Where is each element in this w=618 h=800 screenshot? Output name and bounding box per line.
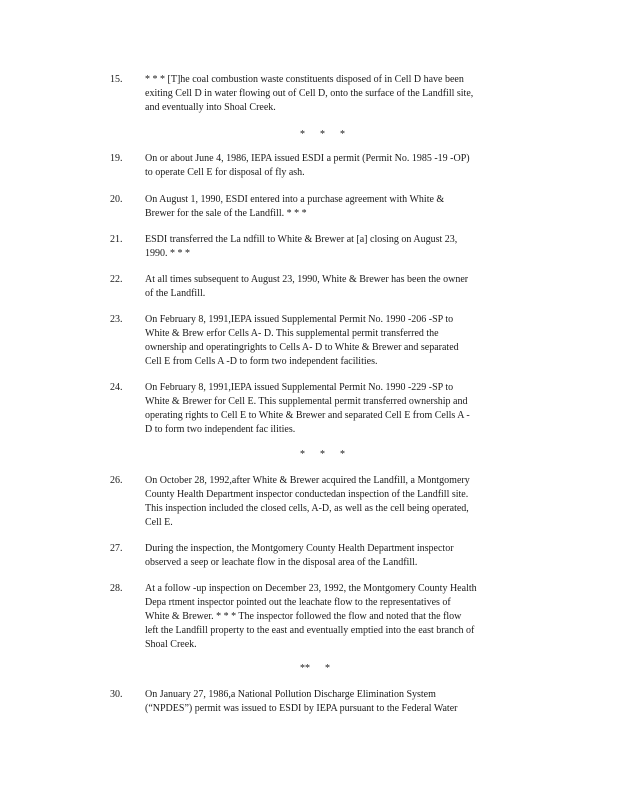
text-line: observed a seep or leachate flow in the disposal area of the Landfill.: [145, 557, 418, 568]
paragraph-text: [145, 474, 545, 530]
paragraph-text: [145, 381, 545, 437]
paragraph-number: 23.: [110, 314, 123, 325]
paragraph-number: 20.: [110, 194, 123, 205]
paragraph-23: [110, 313, 550, 369]
paragraph-22: [110, 273, 550, 301]
text-line: and eventually into Shoal Creek.: [145, 102, 276, 113]
text-line: of the Landfill.: [145, 288, 206, 299]
paragraph-text: [145, 582, 545, 652]
paragraph-text: [145, 152, 545, 180]
text-line: At all times subsequent to August 23, 1990, White & Brewer has been the owner: [145, 274, 469, 285]
paragraph-number: 22.: [110, 274, 123, 285]
text-line: Cell E from Cells A -D to form two independent facilities.: [145, 356, 378, 367]
paragraph-number: 26.: [110, 475, 123, 486]
ellipsis-separator: * * *: [300, 129, 345, 140]
ellipsis-separator: ** *: [300, 663, 330, 674]
paragraph-text: [145, 233, 545, 261]
text-line: White & Brewer. * * * The inspector followed the flow and noted that the flow: [145, 611, 462, 622]
text-line: (“NPDES”) permit was issued to ESDI by IEPA pursuant to the Federal Water: [145, 703, 458, 714]
text-line: On February 8, 1991,IEPA issued Supplemental Permit No. 1990 -206 -SP to: [145, 314, 454, 325]
paragraph-21: [110, 233, 550, 261]
paragraph-number: 24.: [110, 382, 123, 393]
paragraph-28: [110, 582, 550, 652]
text-line: exiting Cell D in water flowing out of Cell D, onto the surface of the Landfill site,: [145, 88, 474, 99]
text-line: operating rights to Cell E to White & Brewer and separated Cell E from Cells A -: [145, 410, 470, 421]
text-line: White & Brew erfor Cells A- D. This supplemental permit transferred the: [145, 328, 439, 339]
paragraph-text: [145, 193, 545, 221]
paragraph-text: [145, 688, 545, 716]
paragraph-number: 21.: [110, 234, 123, 245]
text-line: At a follow -up inspection on December 23, 1992, the Montgomery County Health: [145, 583, 477, 594]
text-line: left the Landfill property to the east and eventually emptied into the east branch of: [145, 625, 475, 636]
paragraph-number: 30.: [110, 689, 123, 700]
paragraph-20: [110, 193, 550, 221]
text-line: to operate Cell E for disposal of fly ash.: [145, 167, 305, 178]
paragraph-15: [110, 73, 550, 115]
paragraph-number: 27.: [110, 543, 123, 554]
text-line: ESDI transferred the La ndfill to White & Brewer at [a] closing on August 23,: [145, 234, 458, 245]
text-line: On October 28, 1992,after White & Brewer acquired the Landfill, a Montgomery: [145, 475, 470, 486]
text-line: During the inspection, the Montgomery County Health Department inspector: [145, 543, 454, 554]
paragraph-number: 28.: [110, 583, 123, 594]
text-line: Depa rtment inspector pointed out the leachate flow to the representatives of: [145, 597, 451, 608]
paragraph-27: [110, 542, 550, 570]
ellipsis-separator: * * *: [300, 449, 345, 460]
text-line: This inspection included the closed cells, A-D, as well as the cell being operated,: [145, 503, 469, 514]
text-line: County Health Department inspector conductedan inspection of the Landfill site.: [145, 489, 469, 500]
paragraph-text: [145, 313, 545, 369]
text-line: White & Brewer for Cell E. This supplemental permit transferred ownership and: [145, 396, 468, 407]
paragraph-number: 19.: [110, 153, 123, 164]
text-line: On January 27, 1986,a National Pollution Discharge Elimination System: [145, 689, 436, 700]
text-line: D to form two independent fac ilities.: [145, 424, 296, 435]
paragraph-26: [110, 474, 550, 530]
text-line: * * * [T]he coal combustion waste constituents disposed of in Cell D have been: [145, 74, 464, 85]
paragraph-19: [110, 152, 550, 180]
text-line: On or about June 4, 1986, IEPA issued ESDI a permit (Permit No. 1985 -19 -OP): [145, 153, 470, 164]
text-line: Cell E.: [145, 517, 173, 528]
paragraph-30: [110, 688, 550, 716]
text-line: Shoal Creek.: [145, 639, 197, 650]
paragraph-text: [145, 542, 545, 570]
text-line: On August 1, 1990, ESDI entered into a purchase agreement with White &: [145, 194, 445, 205]
paragraph-24: [110, 381, 550, 437]
text-line: On February 8, 1991,IEPA issued Supplemental Permit No. 1990 -229 -SP to: [145, 382, 454, 393]
paragraph-number: 15.: [110, 74, 123, 85]
paragraph-text: [145, 273, 545, 301]
text-line: Brewer for the sale of the Landfill. * * *: [145, 208, 307, 219]
paragraph-text: [145, 73, 545, 115]
text-line: 1990. * * *: [145, 248, 190, 259]
text-line: ownership and operatingrights to Cells A- D to White & Brewer and separated: [145, 342, 459, 353]
